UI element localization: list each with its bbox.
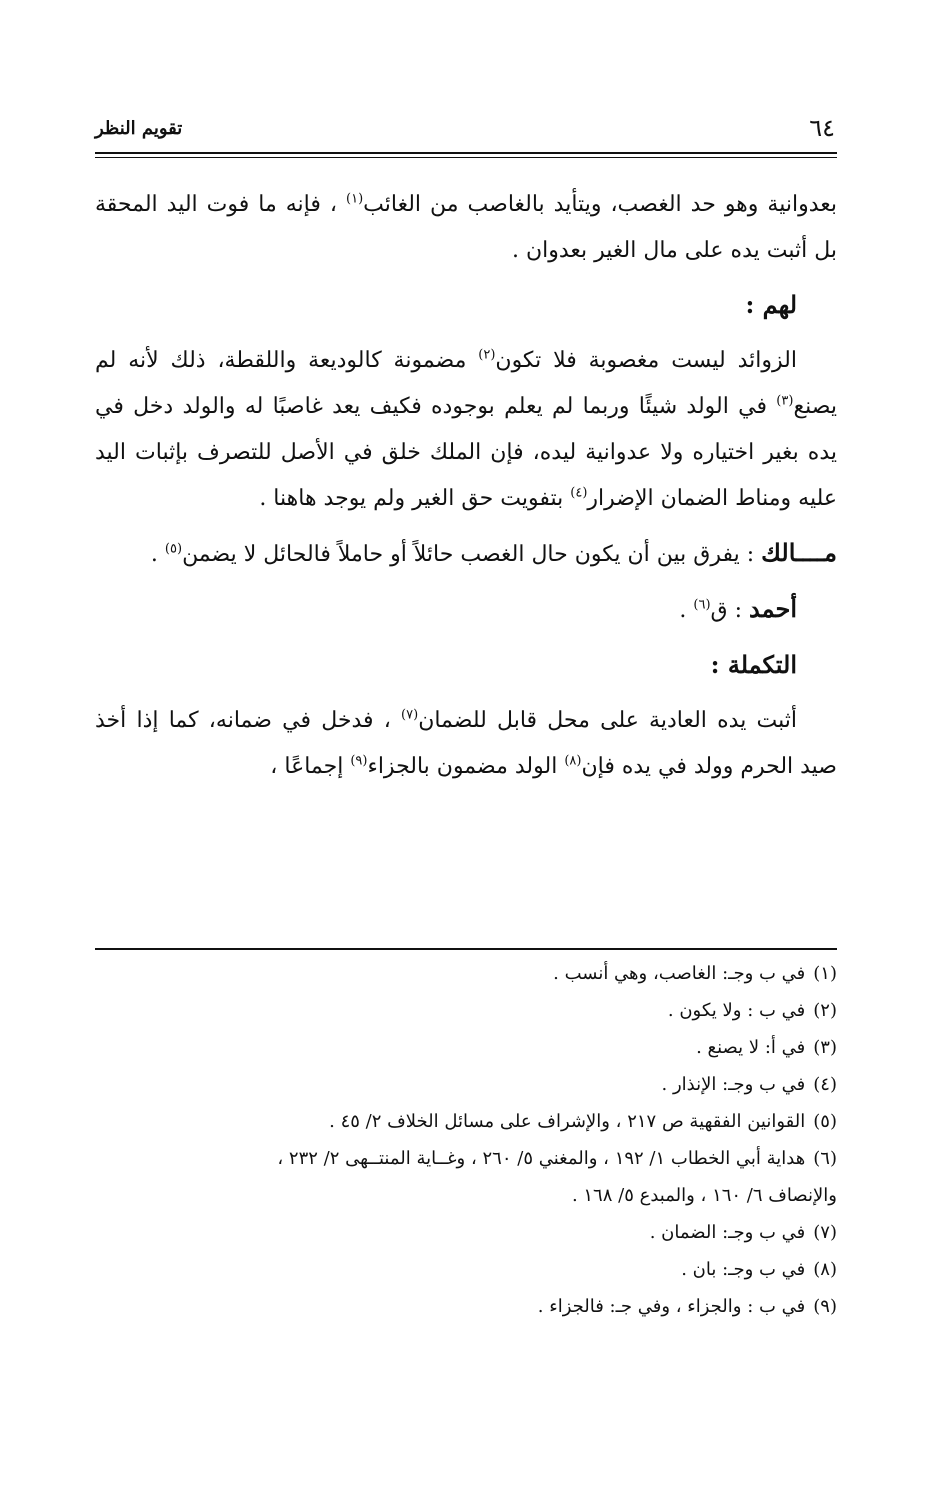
ahmad-text: : ق xyxy=(710,598,750,623)
footnote-text: في ب : والجزاء ، وفي جـ: فالجزاء . xyxy=(537,1296,806,1317)
footnote-text: في ب وجـ: الغاصب، وهي أنسب . xyxy=(553,963,806,984)
footnote-item xyxy=(95,1251,837,1288)
main-text xyxy=(95,182,837,798)
footnote-number: (٢) xyxy=(813,1000,837,1021)
footnote-item xyxy=(95,992,837,1029)
running-title: تقويم النظر xyxy=(95,118,183,139)
paragraph-3-d: إجماعًا ، xyxy=(270,754,351,779)
footnote-continuation xyxy=(95,1177,837,1214)
footnote-text: في ب : ولا يكون . xyxy=(667,1000,806,1021)
footnote-ref-8: (٨) xyxy=(564,753,582,769)
footnote-text: في ب وجـ: بان . xyxy=(681,1259,806,1280)
footnote-text: هداية أبي الخطاب ١/ ١٩٢ ، والمغني ٥/ ٢٦٠ ، وغــاية المنتــهى ٢/ ٢٣٢ ، xyxy=(277,1148,806,1169)
paragraph-1-rest: ، فإنه ما فوت اليد المحقة بل أثبت يده على مال الغير بعدوان . xyxy=(95,192,837,263)
paragraph-malik xyxy=(95,530,837,578)
footnote-item xyxy=(95,1103,837,1140)
footnote-ref-1: (١) xyxy=(346,191,364,207)
footnote-ref-9: (٩) xyxy=(350,753,368,769)
footnote-number: (٧) xyxy=(813,1222,837,1243)
footnote-item xyxy=(95,1066,837,1103)
takmila-label: التكملة : xyxy=(710,650,797,679)
paragraph-3-c: الولد مضمون بالجزاء xyxy=(367,754,565,779)
footnote-rule xyxy=(95,948,837,950)
header-rule-thin xyxy=(95,157,837,158)
malik-label: مــــالك xyxy=(761,538,837,567)
footnote-ref-6: (٦) xyxy=(693,597,711,613)
paragraph-3-b: ، فدخل في ضمانه، كما إذا أخذ صيد الحرم وولد في يده فإن xyxy=(95,708,837,779)
malik-end: . xyxy=(150,542,165,567)
footnote-item xyxy=(95,955,837,992)
paragraph-3-a: أثبت يده العادية على محل قابل للضمان xyxy=(418,708,797,733)
footnote-item xyxy=(95,1288,837,1325)
ahmad-end: . xyxy=(679,598,694,623)
paragraph-2-a: الزوائد ليست مغصوبة فلا تكون xyxy=(495,348,797,373)
paragraph-1-text: بعدوانية وهو حد الغصب، ويتأيد بالغاصب من الغائب xyxy=(363,192,837,217)
page-number: ٦٤ xyxy=(809,114,835,142)
paragraph-2 xyxy=(95,338,837,522)
footnote-number: (٣) xyxy=(813,1037,837,1058)
footnote-text: في ب وجـ: الضمان . xyxy=(649,1222,806,1243)
ahmad-label: أحمد xyxy=(749,594,797,623)
footnote-ref-4: (٤) xyxy=(570,485,588,501)
heading-lahum xyxy=(95,282,837,330)
footnote-item xyxy=(95,1140,837,1177)
paragraph-2-b: مضمونة كالوديعة واللقطة، ذلك لأنه لم يصنع xyxy=(95,348,837,419)
header-rule xyxy=(95,152,837,154)
footnote-ref-5: (٥) xyxy=(164,541,183,557)
footnote-text: في ب وجـ: الإنذار . xyxy=(661,1074,806,1095)
paragraph-3 xyxy=(95,698,837,790)
paragraph-2-d: بتفويت حق الغير ولم يوجد هاهنا . xyxy=(259,486,571,511)
malik-text: : يفرق بين أن يكون حال الغصب حائلاً أو حاملاً فالحائل لا يضمن xyxy=(182,542,762,567)
footnote-number: (٨) xyxy=(813,1259,837,1280)
footnote-number: (٤) xyxy=(813,1074,837,1095)
footnote-text: القوانين الفقهية ص ٢١٧ ، والإشراف على مسائل الخلاف ٢/ ٤٥ . xyxy=(329,1111,806,1132)
footnote-text: في أ: لا يصنع . xyxy=(696,1037,806,1058)
footnote-ref-3: (٣) xyxy=(776,393,794,409)
footnote-number: (٦) xyxy=(813,1148,837,1169)
footnote-item xyxy=(95,1029,837,1066)
paragraph-2-c: في الولد شيئًا وربما لم يعلم بوجوده فكيف يعد غاصبًا له والولد دخل في يده بغير اختياره ولا عدوانية ليده، فإن الملك خلق في الأصل للتصرف بإثبات اليد عليه ومناط الضمان الإضرار xyxy=(95,394,837,511)
paragraph-ahmad xyxy=(95,586,837,634)
footnote-item xyxy=(95,1214,837,1251)
heading-takmila xyxy=(95,642,837,690)
footnote-ref-7: (٧) xyxy=(401,707,419,723)
page-header xyxy=(95,110,835,150)
footnote-number: (٥) xyxy=(813,1111,837,1132)
paragraph-1 xyxy=(95,182,837,274)
footnote-ref-2: (٢) xyxy=(478,347,496,363)
footnote-text: والإنصاف ٦/ ١٦٠ ، والمبدع ٥/ ١٦٨ . xyxy=(571,1185,837,1206)
footnote-number: (٩) xyxy=(813,1296,837,1317)
footnotes-list xyxy=(95,955,837,1325)
lahum-label: لهم : xyxy=(745,290,797,319)
footnote-number: (١) xyxy=(813,963,837,984)
